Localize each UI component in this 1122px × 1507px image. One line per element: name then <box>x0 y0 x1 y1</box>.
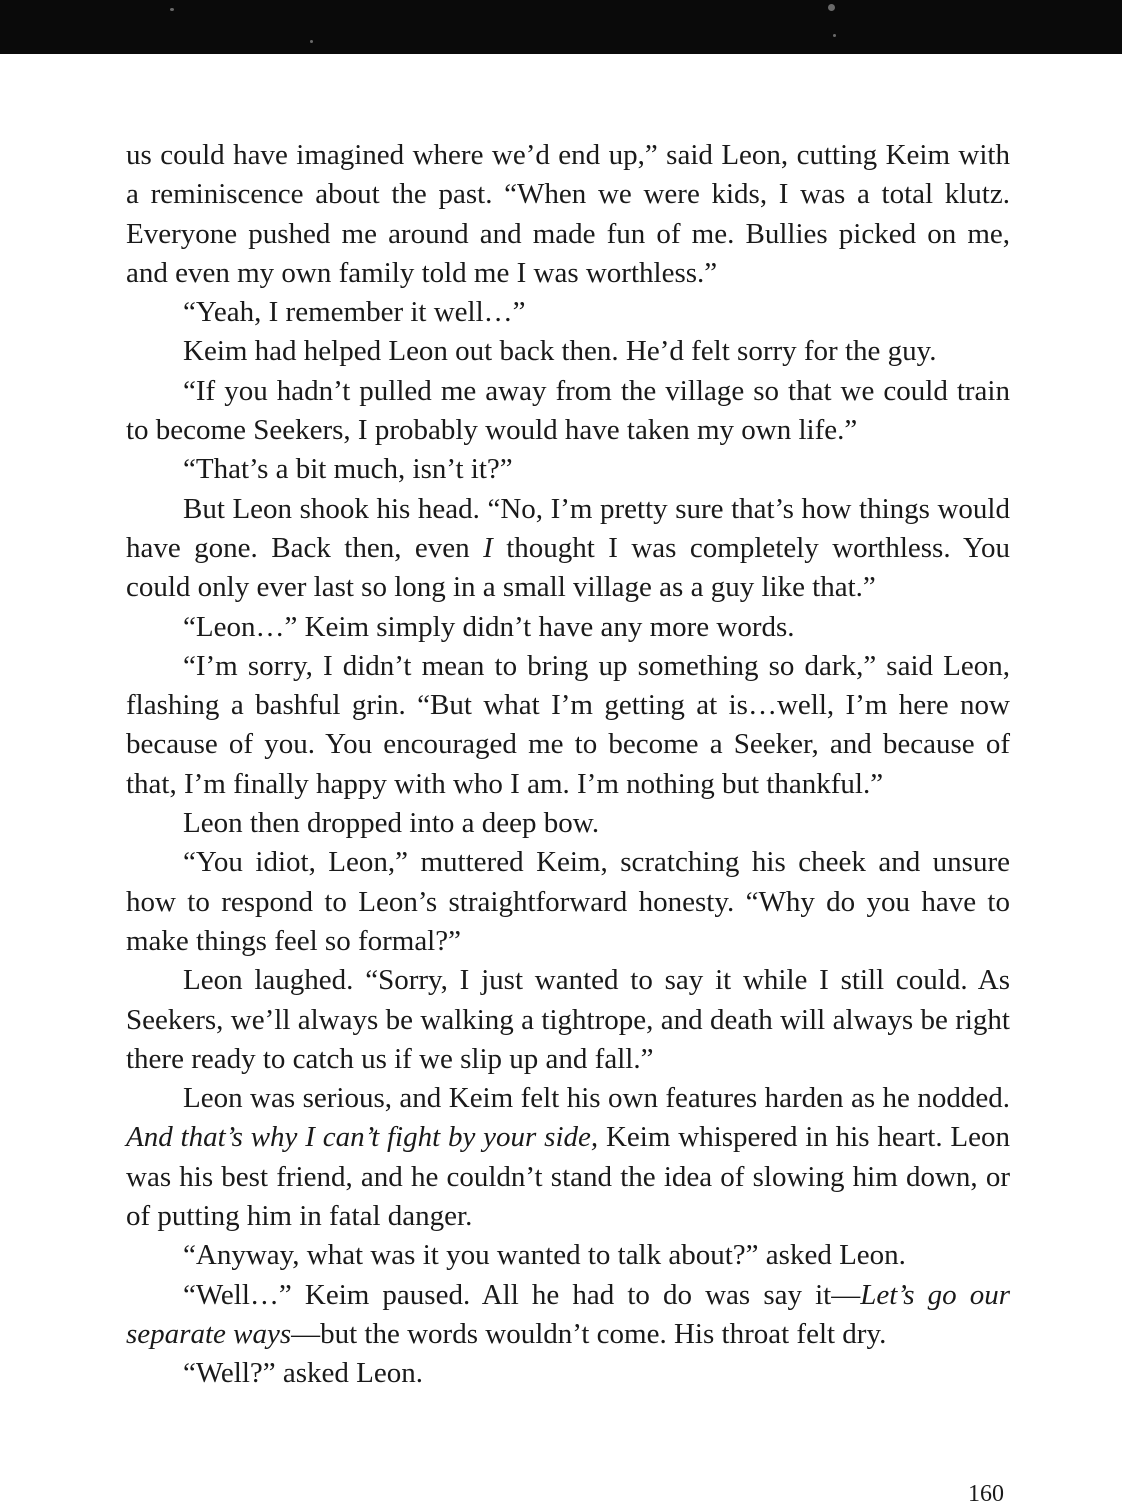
page-number: 160 <box>968 1481 1004 1507</box>
paragraph: “Anyway, what was it you wanted to talk about?” asked Leon. <box>183 1239 906 1272</box>
paragraph: “If you hadn’t pulled me away from the village so that we could train to become Seekers, I probably would have taken my own life.” <box>126 374 1010 447</box>
scan-speck <box>833 34 836 37</box>
top-scan-border <box>0 0 1122 54</box>
paragraph-italic: Let’s go our separate ways <box>126 1278 1010 1350</box>
paragraph-text: —but the words wouldn’t come. His throat felt dry. <box>291 1317 887 1350</box>
paragraph: “You idiot, Leon,” muttered Keim, scratching his cheek and unsure how to respond to Leon’s straightforward honesty. “Why do you have to make things feel so formal?” <box>126 846 1010 957</box>
paragraph-italic: I <box>483 531 493 564</box>
paragraph-text: Keim whispered in his heart. Leon was his best friend, and he couldn’t stand the idea of slowing him down, or of putting him in fatal danger. <box>126 1121 1010 1233</box>
paragraph: “Yeah, I remember it well…” <box>183 296 526 329</box>
paragraph: Leon then dropped into a deep bow. <box>183 807 600 840</box>
paragraph-italic: And that’s why I can’t fight by your side, <box>126 1121 599 1154</box>
paragraph: us could have imagined where we’d end up,” said Leon, cutting Keim with a reminiscence about the past. “When we were kids, I was a total klutz. Everyone pushed me around and made fun of me. Bullies picked on me, and even my own family told me I was worthless.” <box>126 139 1010 289</box>
paragraph <box>126 1079 1010 1236</box>
scan-speck <box>310 40 313 43</box>
scan-speck <box>828 4 835 11</box>
paragraph-text: Leon was serious, and Keim felt his own features harden as he nodded. <box>183 1082 1010 1115</box>
paragraph <box>126 1276 1010 1355</box>
paragraph-text: thought I was completely worthless. You could only ever last so long in a small village as a guy like that.” <box>126 531 1011 604</box>
paragraph <box>126 490 1010 608</box>
paragraph: Leon laughed. “Sorry, I just wanted to say it while I still could. As Seekers, we’ll always be walking a tightrope, and death will always be right there ready to catch us if we slip up and fall.” <box>126 964 1010 1075</box>
paragraph: “That’s a bit much, isn’t it?” <box>183 453 513 486</box>
scan-speck <box>170 8 174 11</box>
paragraph: “Leon…” Keim simply didn’t have any more words. <box>183 610 795 643</box>
paragraph-text: But Leon shook his head. “No, I’m pretty sure that’s how things would have gone. Back then, even <box>126 492 1010 564</box>
body-text <box>126 136 1010 1394</box>
paragraph: “I’m sorry, I didn’t mean to bring up something so dark,” said Leon, flashing a bashful grin. “But what I’m getting at is…well, I’m here now because of you. You encouraged me to become a Seeker, and because of that, I’m finally happy with who I am. I’m nothing but thankful.” <box>126 649 1010 800</box>
paragraph: “Well?” asked Leon. <box>183 1357 424 1390</box>
paragraph-text: “Well…” Keim paused. All he had to do was say it— <box>183 1278 861 1311</box>
paragraph: Keim had helped Leon out back then. He’d felt sorry for the guy. <box>183 335 937 368</box>
